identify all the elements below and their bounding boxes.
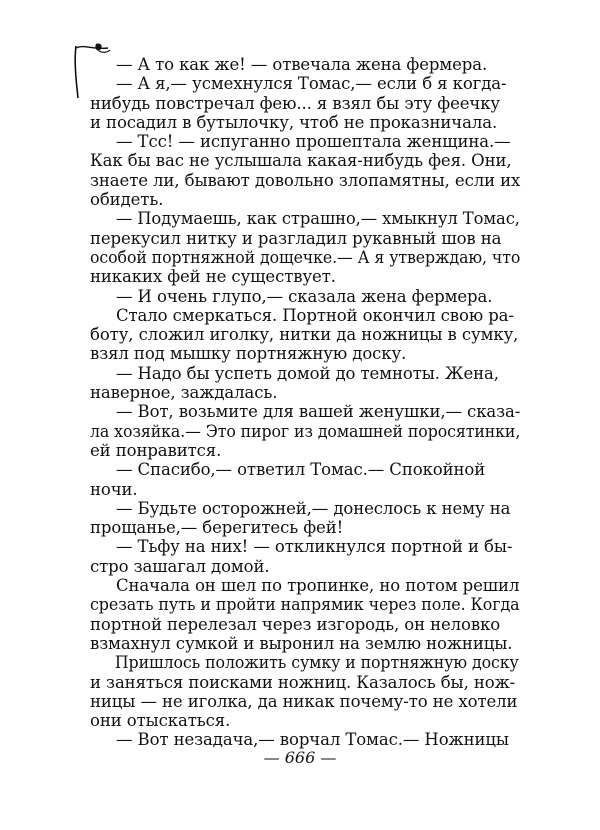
text-line: — Подумаешь, как страшно,— хмыкнул Томас, [115,209,520,229]
text-line: ла хозяйка.— Это пирог из домашней поросятинки, [90,421,521,441]
text-line: Сначала он шел по тропинке, но потом решил [116,576,520,596]
text-line: прощанье,— берегитесь фей! [90,518,344,538]
text-line: — Тьфу на них! — откликнулся портной и бы- [116,537,513,557]
text-line: обидеть. [90,190,164,210]
text-line: — Тсс! — испуганно прошептала женщина.— [116,132,511,152]
text-line: Стало смеркаться. Портной окончил свою ра- [116,305,514,325]
text-line: и заняться поисками ножниц. Казалось бы, нож- [90,672,516,692]
text-line: ей понравится. [90,440,222,460]
text-line: — И очень глупо,— сказала жена фермера. [116,286,493,306]
text-line: — Надо бы успеть домой до темноты. Жена, [116,363,499,383]
text-line: — Будьте осторожней,— донеслось к нему на [116,498,511,518]
text-line: срезать путь и пройти напрямик через поле. Когда [90,595,520,615]
text-line: перекусил нитку и разгладил рукавный шов на [90,228,502,248]
text-line: портной перелезал через изгородь, он неловко [90,614,501,634]
text-line: они отыскаться. [90,711,231,731]
page-number: — 666 — [263,748,337,767]
text-line: наверное, заждалась. [90,383,278,403]
text-line: особой портняжной дощечке.— А я утверждаю, что [90,247,521,267]
text-line: — А я,— усмехнулся Томас,— если б я когда- [116,74,507,94]
text-line: — А то как же! — отвечала жена фермера. [116,55,488,74]
text-line: взмахнул сумкой и выронил на землю ножницы. [90,633,513,653]
text-line: — Вот, возьмите для вашей женушки,— сказа- [116,402,521,422]
text-line: — Вот незадача,— ворчал Томас.— Ножницы [116,730,509,750]
text-line: стро зашагал домой. [90,556,270,576]
text-line: ночи. [90,479,138,499]
text-line: ницы — не иголка, да никак почему-то не хотели [90,691,518,711]
text-line: боту, сложил иголку, нитки да ножницы в сумку, [90,325,519,345]
text-line: Пришлось положить сумку и портняжную доску [114,653,519,673]
text-line: — Спасибо,— ответил Томас.— Спокойной [116,460,486,480]
text-line: никаких фей не существует. [90,267,336,287]
text-line: Как бы вас не услышала какая-нибудь фея. Они, [90,151,512,171]
text-line: знаете ли, бывают довольно злопамятны, если их [90,170,521,190]
text-line: взял под мышку портняжную доску. [90,344,407,364]
body-text [90,55,520,750]
text-line: нибудь повстречал фею... я взял бы эту феечку [90,93,501,113]
text-line: и посадил в бутылочку, чтоб не проказничала. [90,112,498,132]
